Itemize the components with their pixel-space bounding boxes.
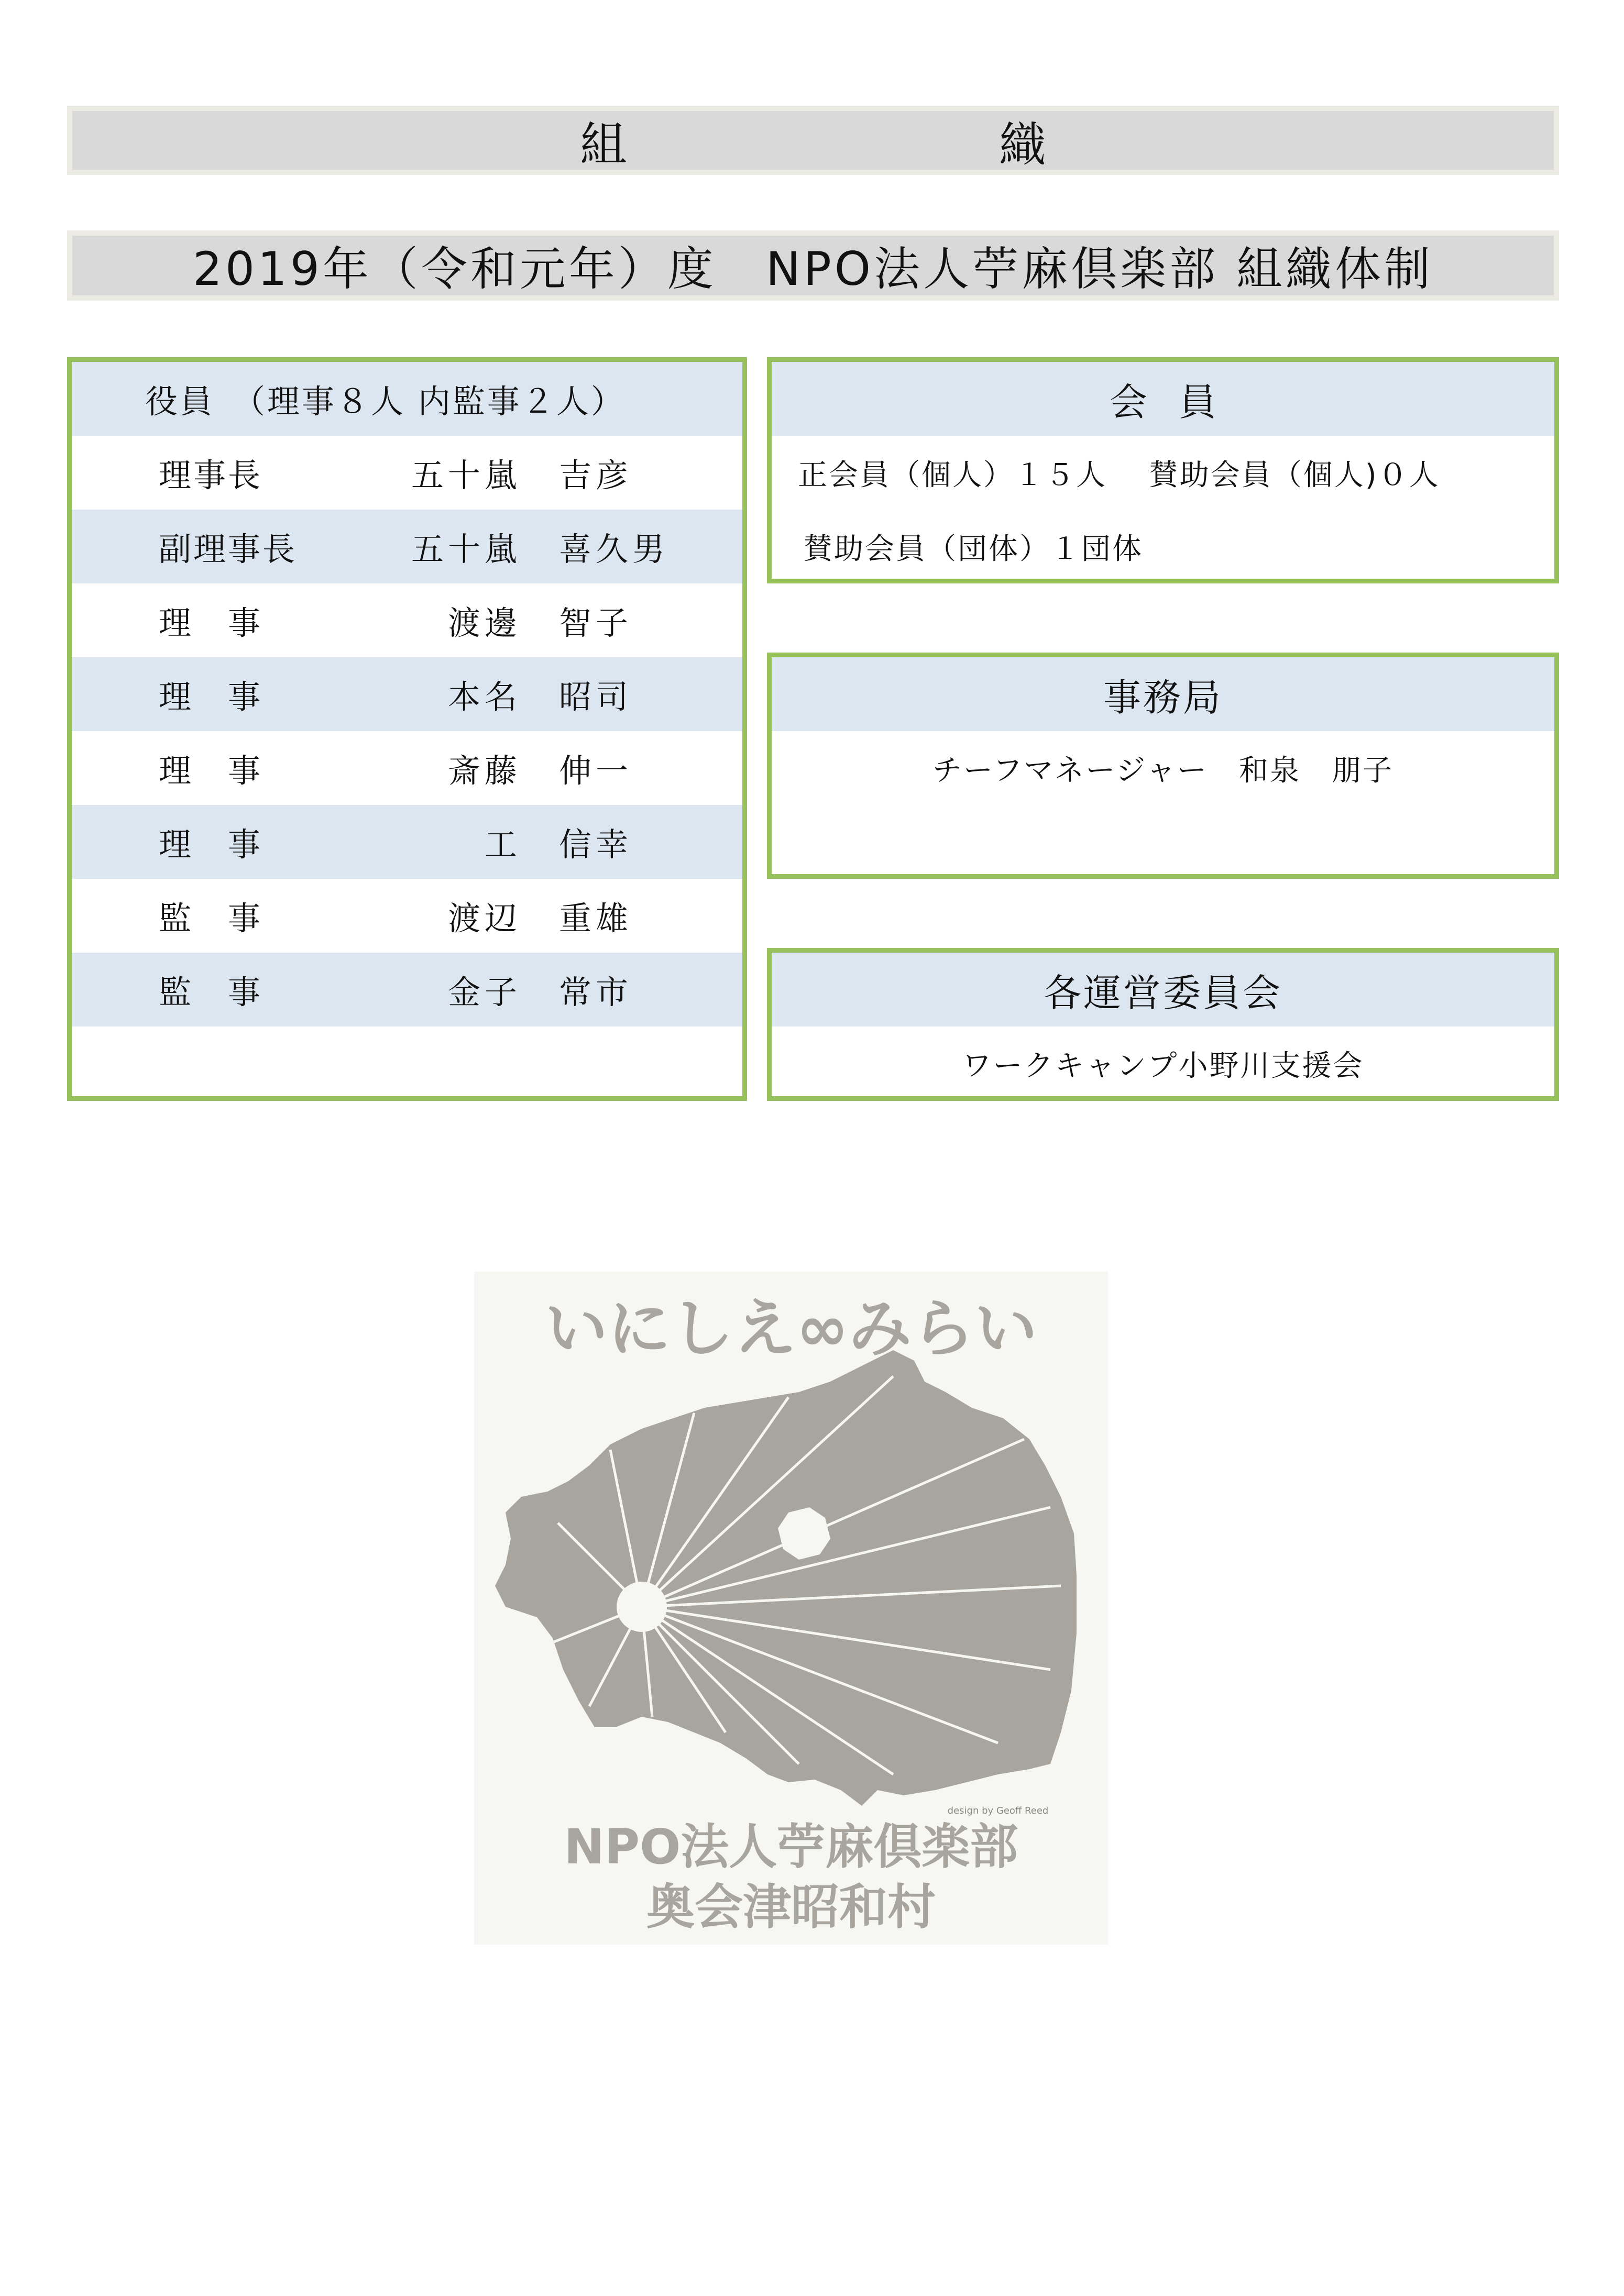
officers-panel [67, 357, 747, 1101]
page-title: 組 織 [67, 106, 1559, 175]
map-silhouette [495, 1350, 1077, 1806]
center-glow [617, 1582, 667, 1632]
officer-row [72, 879, 742, 953]
officer-surname: 渡邊 [447, 604, 521, 642]
officer-role: 監 事 [159, 899, 263, 937]
officer-surname: 本名 [447, 678, 521, 716]
officer-role: 理 事 [159, 678, 263, 716]
officer-given-name: 吉彦 [559, 456, 633, 494]
officer-given-name: 喜久男 [559, 530, 670, 568]
officer-row [72, 510, 742, 583]
officer-surname: 五十嵐 [411, 456, 521, 494]
officer-given-name: 信幸 [559, 825, 633, 864]
members-header: 会員 [772, 362, 1554, 436]
officer-role: 理事長 [159, 456, 263, 494]
office-manager-line: チーフマネージャー 和泉 朋子 [932, 753, 1393, 788]
officer-surname: 金子 [447, 973, 521, 1011]
logo-graphic [474, 1272, 1108, 1945]
members-panel [767, 357, 1559, 583]
officer-role: 理 事 [159, 752, 263, 790]
officer-role: 監 事 [159, 973, 263, 1011]
officer-surname: 斎藤 [447, 752, 521, 790]
officer-given-name: 伸一 [559, 752, 633, 790]
officer-role: 理 事 [159, 604, 263, 642]
logo-place-name: 奥会津昭和村 [646, 1879, 936, 1935]
committee-item: ワークキャンプ小野川支援会 [962, 1048, 1364, 1083]
officer-row [72, 436, 742, 510]
office-panel [767, 653, 1559, 879]
officer-row [72, 583, 742, 657]
organization-logo [474, 1272, 1108, 1945]
officer-row [72, 805, 742, 879]
officer-surname: 五十嵐 [411, 530, 521, 568]
officer-given-name: 重雄 [559, 899, 633, 937]
office-header: 事務局 [772, 657, 1554, 731]
officer-given-name: 昭司 [559, 678, 633, 716]
officer-surname: 工 [484, 825, 521, 864]
committees-header: 各運営委員会 [772, 953, 1554, 1026]
logo-credit: design by Geoff Reed [947, 1805, 1049, 1816]
logo-tagline: いにしえ∞みらい [545, 1293, 1037, 1365]
officer-surname: 渡辺 [447, 899, 521, 937]
officers-header-label: 役員 （理事８人 内監事２人） [145, 382, 626, 421]
organization-title: 2019年（令和元年）度 NPO法人苧麻倶楽部 組織体制 [67, 230, 1559, 301]
logo-org-name: NPO法人苧麻倶楽部 [564, 1819, 1018, 1875]
committees-panel [767, 948, 1559, 1101]
officer-row [72, 731, 742, 805]
officer-row [72, 657, 742, 731]
officer-role: 副理事長 [159, 530, 298, 568]
officer-given-name: 常市 [559, 973, 633, 1011]
members-line-individual: 正会員（個人）１５人 賛助会員（個人)０人 [798, 458, 1440, 492]
officer-given-name: 智子 [559, 604, 633, 642]
officers-header [72, 362, 742, 436]
officer-row [72, 953, 742, 1026]
officer-role: 理 事 [159, 825, 263, 864]
members-line-group: 賛助会員（団体）１団体 [803, 532, 1143, 566]
